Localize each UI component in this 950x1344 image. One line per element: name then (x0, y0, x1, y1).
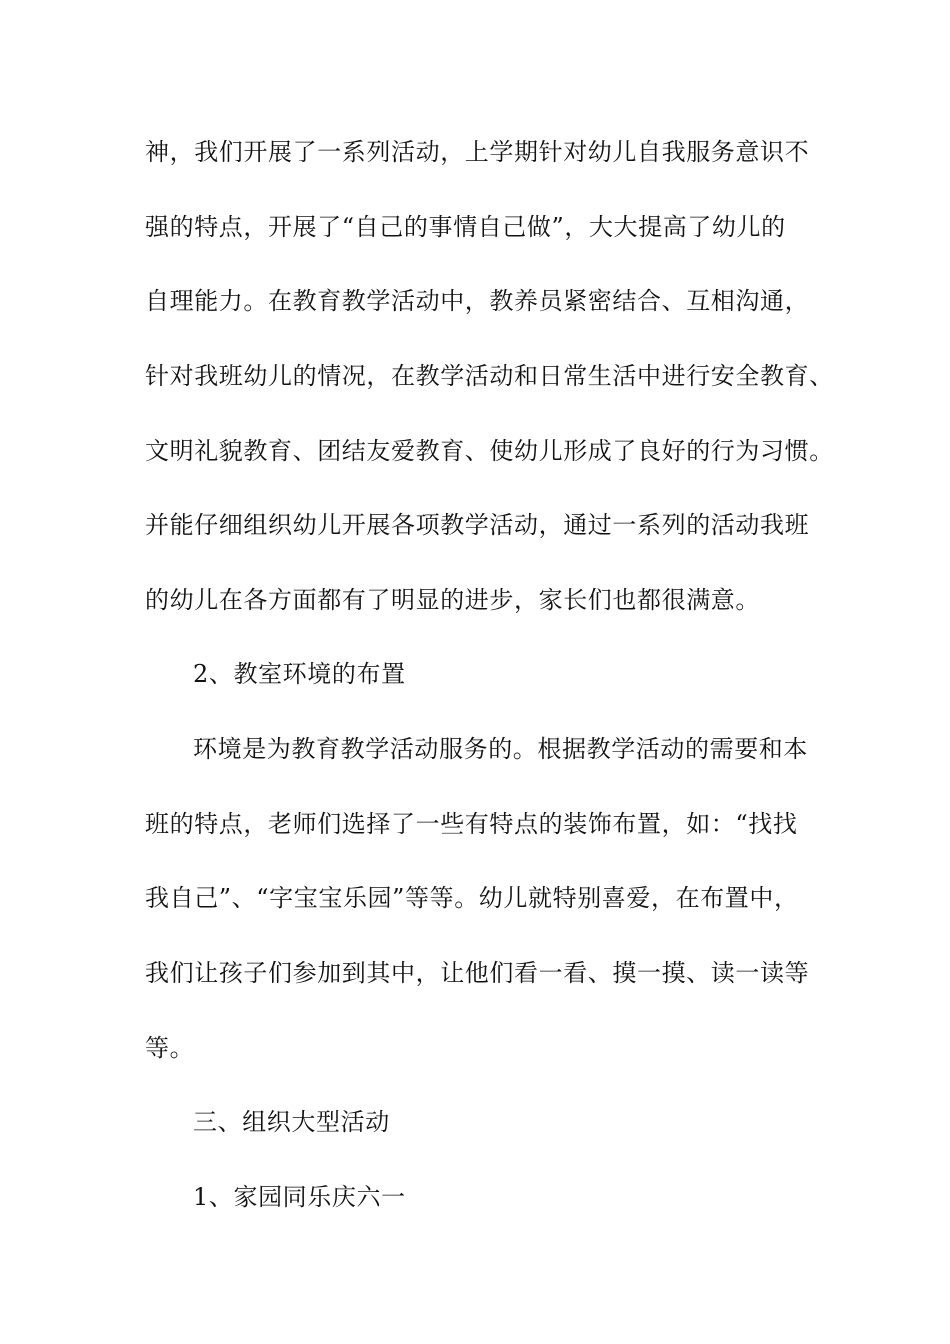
paragraph-line: 的幼儿在各方面都有了明显的进步，家长们也都很满意。 (145, 586, 760, 614)
paragraph-line: 等。 (145, 1034, 195, 1062)
paragraph-line: 我们让孩子们参加到其中，让他们看一看、摸一摸、读一读等 (145, 959, 810, 987)
paragraph-line: 神，我们开展了一系列活动，上学期针对幼儿自我服务意识不 (145, 138, 810, 166)
paragraph-line: 文明礼貌教育、团结友爱教育、使幼儿形成了良好的行为习惯。 (145, 437, 834, 465)
section-heading: 三、组织大型活动 (193, 1108, 390, 1136)
paragraph-line: 环境是为教育教学活动服务的。根据教学活动的需要和本 (193, 735, 808, 763)
section-heading: 2、教室环境的布置 (193, 660, 406, 688)
paragraph-line: 并能仔细组织幼儿开展各项教学活动，通过一系列的活动我班 (145, 511, 810, 539)
paragraph-line: 班的特点，老师们选择了一些有特点的装饰布置，如：“找找 (145, 810, 798, 838)
paragraph-line: 针对我班幼儿的情况，在教学活动和日常生活中进行安全教育、 (145, 362, 834, 390)
paragraph-line: 强的特点，开展了“自己的事情自己做”，大大提高了幼儿的 (145, 213, 786, 241)
paragraph-line: 我自己”、“字宝宝乐园”等等。幼儿就特别喜爱，在布置中， (145, 884, 799, 912)
paragraph-line: 自理能力。在教育教学活动中，教养员紧密结合、互相沟通， (145, 287, 810, 315)
section-heading: 1、家园同乐庆六一 (193, 1183, 406, 1211)
